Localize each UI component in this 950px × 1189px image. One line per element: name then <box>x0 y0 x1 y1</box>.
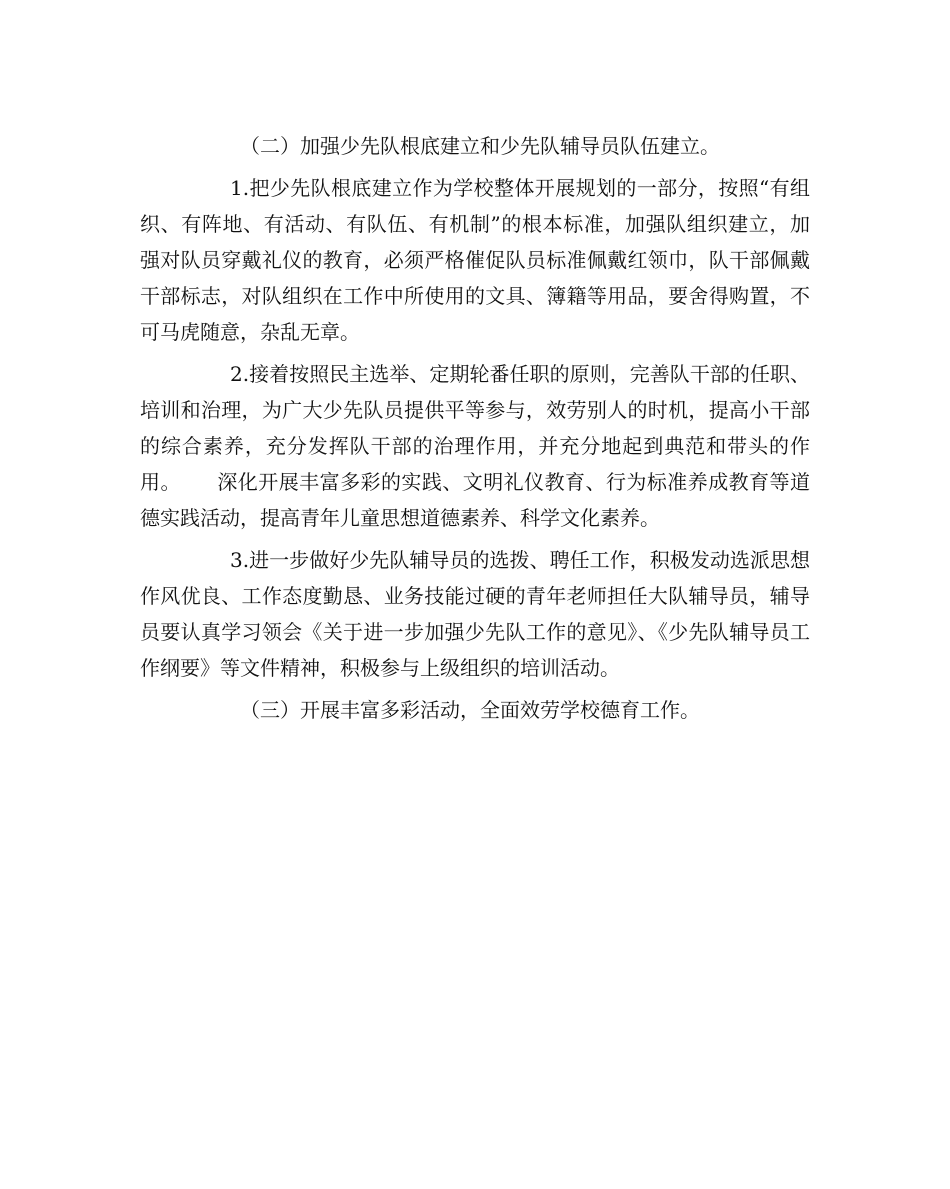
paragraph-item-1: 1.把少先队根底建立作为学校整体开展规划的一部分，按照“有组织、有阵地、有活动、有队伍、有机制”的根本标准，加强队组织建立，加强对队员穿戴礼仪的教育，必须严格催促队员标准佩戴红领巾，队干部佩戴干部标志，对队组织在工作中所使用的文具、簿籍等用品，要舍得购置，不可马虎随意，杂乱无章。 <box>140 176 810 344</box>
paragraph-item-2-part-a: 2.接着按照民主选举、定期轮番任职的原则，完善队干部的任职、培训和治理，为广大少先队员提供平等参与，效劳别人的时机，提高小干部的综合素养，充分发挥队干部的治理作用，并充分地起到典范和带头的作用。 <box>140 362 810 494</box>
paragraph-item-2-part-b: 深化开展丰富多彩的实践、文明礼仪教育、行为标准养成教育等道德实践活动，提高青年儿童思想道德素养、科学文化素养。 <box>140 470 811 530</box>
document-body <box>140 128 810 728</box>
section-heading-3: （三）开展丰富多彩活动，全面效劳学校德育工作。 <box>240 698 700 722</box>
paragraph-item-3: 3.进一步做好少先队辅导员的选拨、聘任工作，积极发动选派思想作风优良、工作态度勤恳、业务技能过硬的青年老师担任大队辅导员，辅导员要认真学习领会《关于进一步加强少先队工作的意见》、《少先队辅导员工作纲要》等文件精神，积极参与上级组织的培训活动。 <box>140 548 810 680</box>
paragraph-item-2 <box>140 356 810 536</box>
section-heading-2: （二）加强少先队根底建立和少先队辅导员队伍建立。 <box>240 134 720 158</box>
